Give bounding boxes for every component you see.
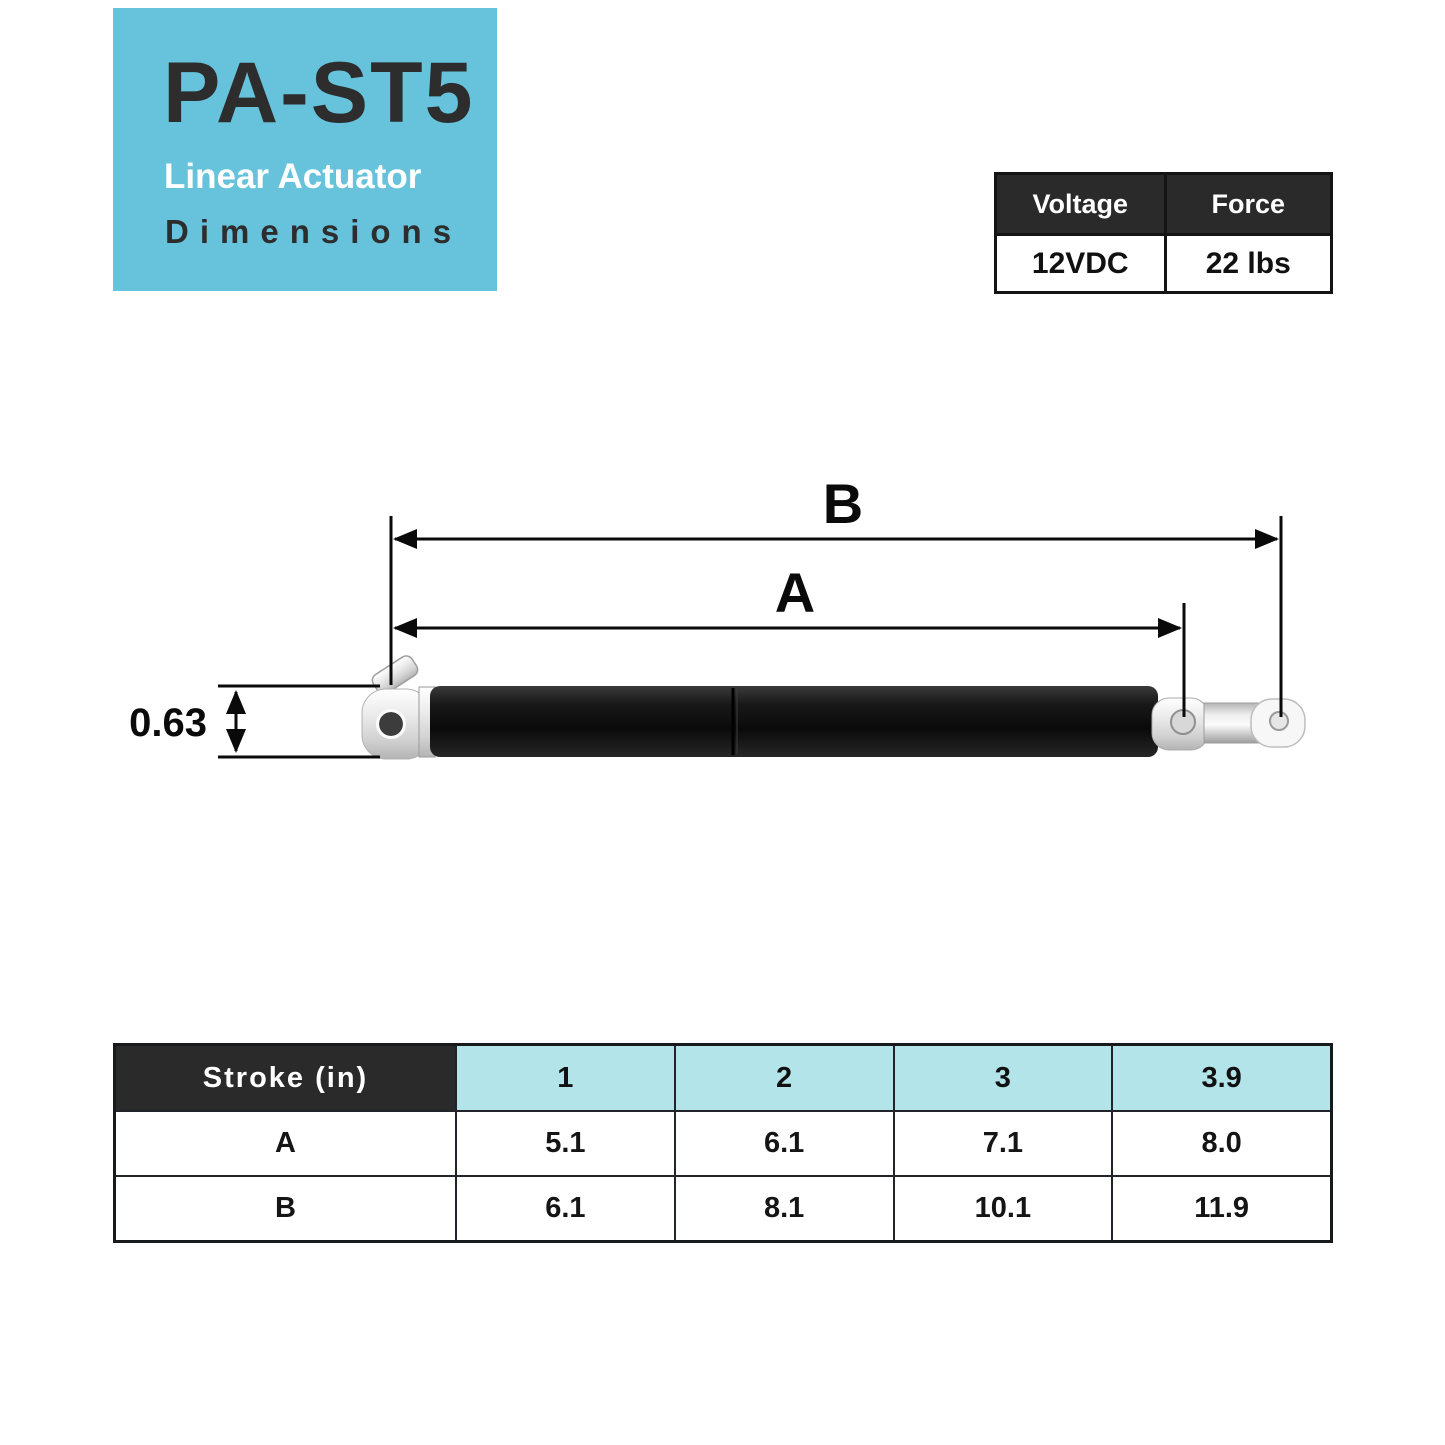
table-corner-header: Stroke (in) — [116, 1046, 455, 1110]
stroke-column-header: 2 — [674, 1046, 893, 1110]
dim-label-height: 0.63 — [129, 701, 207, 745]
value-a-stroke3_9: 8.0 — [1111, 1110, 1330, 1175]
rear-clevis-hole — [379, 712, 403, 736]
product-model-title: PA-ST5 — [163, 45, 475, 141]
value-b-stroke2: 8.1 — [674, 1175, 893, 1240]
spec-table — [994, 172, 1333, 294]
row-label-a: A — [116, 1110, 455, 1175]
dimension-diagram — [0, 450, 1445, 800]
product-type-label: Linear Actuator — [164, 157, 422, 196]
spec-header-force: Force — [1164, 175, 1331, 233]
title-card — [113, 8, 497, 291]
value-b-stroke3: 10.1 — [893, 1175, 1112, 1240]
spec-header-voltage: Voltage — [997, 175, 1164, 233]
value-b-stroke3_9: 11.9 — [1111, 1175, 1330, 1240]
stroke-column-header: 3.9 — [1111, 1046, 1330, 1110]
value-a-stroke1: 5.1 — [455, 1110, 674, 1175]
dim-label-b: B — [822, 472, 864, 535]
value-b-stroke1: 6.1 — [455, 1175, 674, 1240]
sheet-caption: Dimensions — [165, 213, 463, 250]
value-a-stroke3: 7.1 — [893, 1110, 1112, 1175]
spec-value-voltage: 12VDC — [997, 233, 1164, 291]
stroke-dimensions-table — [113, 1043, 1333, 1243]
actuator-illustration — [362, 653, 1305, 759]
actuator-body — [430, 686, 1158, 757]
spec-value-force: 22 lbs — [1164, 233, 1331, 291]
row-label-b: B — [116, 1175, 455, 1240]
stroke-column-header: 3 — [893, 1046, 1112, 1110]
front-clevis-hole — [1270, 712, 1288, 730]
dim-label-a: A — [774, 561, 816, 624]
value-a-stroke2: 6.1 — [674, 1110, 893, 1175]
stroke-column-header: 1 — [455, 1046, 674, 1110]
